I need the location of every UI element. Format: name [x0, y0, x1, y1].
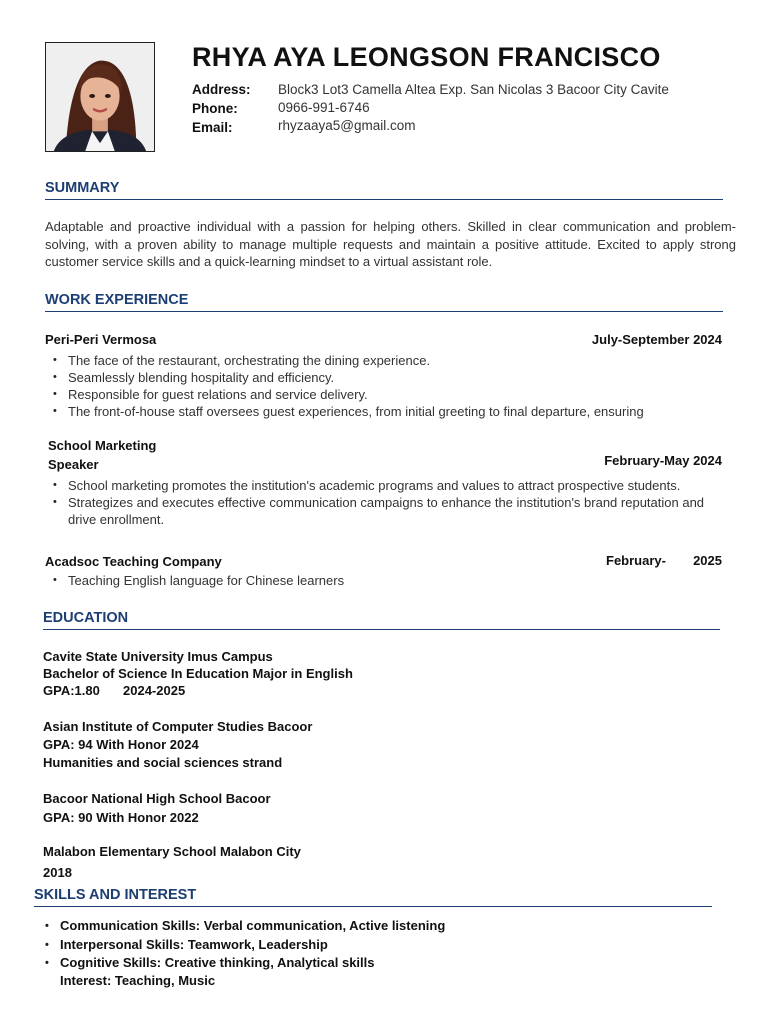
list-item: • Cognitive Skills: Creative thinking, Analytical skills — [37, 954, 637, 973]
phone-value: 0966-991-6746 — [278, 100, 370, 115]
job-duties — [45, 477, 715, 528]
job-company: Peri-Peri Vermosa — [45, 332, 157, 347]
email-value: rhyzaaya5@gmail.com — [278, 118, 416, 133]
profile-photo — [45, 42, 155, 152]
gpa: GPA: 94 With Honor 2024 — [43, 737, 199, 752]
job-duties — [45, 572, 685, 589]
phone-label: Phone: — [192, 101, 238, 116]
school-name: Cavite State University Imus Campus — [43, 649, 273, 664]
school-name: Malabon Elementary School Malabon City — [43, 844, 301, 859]
candidate-name: RHYA AYA LEONGSON FRANCISCO — [192, 42, 661, 72]
list-item: • Responsible for guest relations and service delivery. — [45, 386, 675, 403]
year: 2018 — [43, 865, 72, 880]
email-label: Email: — [192, 120, 233, 135]
job-company: School Marketing — [48, 438, 157, 453]
job-duties — [45, 352, 675, 420]
gpa: GPA: 90 With Honor 2022 — [43, 810, 199, 825]
work-experience-title: WORK EXPERIENCE — [45, 292, 189, 308]
address-value: Block3 Lot3 Camella Altea Exp. San Nicolas 3 Bacoor City Cavite — [278, 82, 669, 97]
summary-divider — [45, 199, 723, 200]
job-company: Acadsoc Teaching Company — [45, 554, 222, 569]
interest: Interest: Teaching, Music — [60, 973, 216, 988]
job-date-month: February- — [606, 553, 666, 568]
skills-title: SKILLS AND INTEREST — [34, 887, 197, 903]
school-name: Asian Institute of Computer Studies Bacoor — [43, 719, 313, 734]
summary-title: SUMMARY — [45, 180, 120, 196]
address-label: Address: — [192, 82, 251, 97]
list-item: • School marketing promotes the institution's academic programs and values to attract prospective students. — [45, 477, 715, 494]
list-item: • Communication Skills: Verbal communication, Active listening — [37, 917, 637, 936]
list-item: • Seamlessly blending hospitality and efficiency. — [45, 369, 675, 386]
education-title: EDUCATION — [43, 610, 129, 626]
job-date-year: 2025 — [693, 553, 722, 568]
school-name: Bacoor National High School Bacoor — [43, 791, 271, 806]
skills-divider — [34, 906, 712, 907]
list-item: • Teaching English language for Chinese learners — [45, 572, 685, 589]
job-date: February-May 2024 — [604, 453, 722, 468]
years: 2024-2025 — [123, 683, 186, 698]
job-date: July-September 2024 — [591, 332, 722, 347]
list-item: • The face of the restaurant, orchestrating the dining experience. — [45, 352, 675, 369]
summary-text: Adaptable and proactive individual with a passion for helping others. Skilled in clear communication and problem-solving, with a proven ability to manage multiple requests and maintain a positive attitude. Excited to apply strong customer service skills and a quick-learning mindset to a virtual assistant role. — [45, 219, 736, 269]
education-divider — [43, 629, 720, 630]
gpa: GPA:1.80 — [43, 683, 100, 698]
work-experience-divider — [45, 311, 723, 312]
job-company-continued: Speaker — [48, 457, 99, 472]
list-item: • Interpersonal Skills: Teamwork, Leadership — [37, 936, 637, 955]
skills-list — [37, 917, 637, 973]
degree: Bachelor of Science In Education Major in English — [43, 666, 353, 681]
list-item: • The front-of-house staff oversees guest experiences, from initial greeting to final departure, ensuring — [45, 403, 675, 420]
list-item: • Strategizes and executes effective communication campaigns to enhance the institution's brand reputation and drive enrollment. — [45, 494, 715, 528]
strand: Humanities and social sciences strand — [43, 755, 283, 770]
